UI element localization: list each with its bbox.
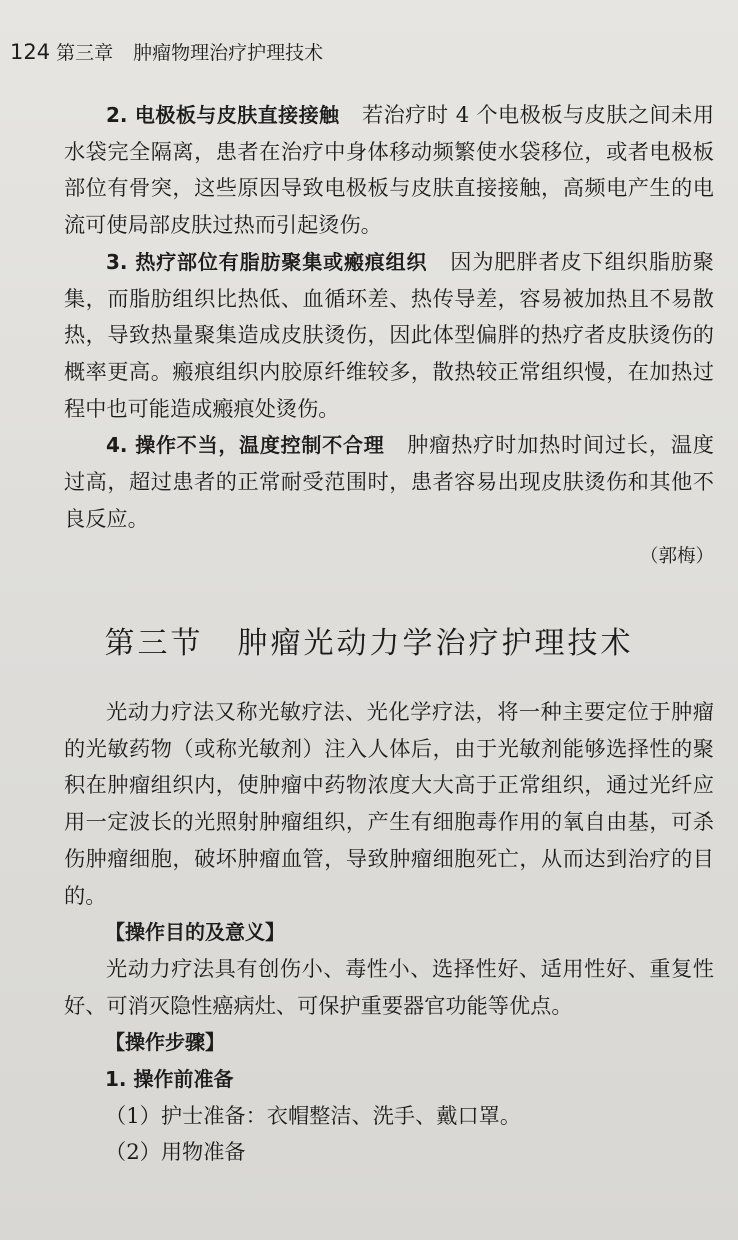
section-number: 第三节 bbox=[104, 626, 204, 661]
paragraph-4-text: 肿瘤热疗时加热时间过长，温度过高，超过患者的正常耐受范围时，患者容易出现皮肤烫伤和其他不良反应。 bbox=[64, 432, 714, 531]
paragraph-2 bbox=[64, 97, 714, 244]
step-1 bbox=[64, 1061, 714, 1098]
paragraph-3-text: 因为肥胖者皮下组织脂肪聚集，而脂肪组织比热低、血循环差、热传导差，容易被加热且不易散热，导致热量聚集造成皮肤烫伤，因此体型偏胖的热疗者皮肤烫伤的概率更高。瘢痕组织内胶原纤维较多，散热较正常组织慢，在加热过程中也可能造成瘢痕处烫伤。 bbox=[64, 248, 714, 421]
step-1-label: 1. 操作前准备 bbox=[105, 1067, 234, 1092]
paragraph-3 bbox=[64, 244, 714, 428]
substep-2-text: 用物准备 bbox=[160, 1139, 246, 1165]
section-name: 肿瘤光动力学治疗护理技术 bbox=[237, 626, 634, 661]
chapter-title: 肿瘤物理治疗护理技术 bbox=[133, 42, 324, 64]
running-header bbox=[10, 38, 323, 65]
paragraph-2-text: 若治疗时 4 个电极板与皮肤之间未用水袋完全隔离，患者在治疗中身体移动频繁使水袋移位，或者电极板部位有骨突，这些原因导致电极板与皮肤直接接触，高频电产生的电流可使局部皮肤过热而引起烫伤。 bbox=[64, 102, 715, 238]
author-credit: （郭梅） bbox=[639, 546, 714, 568]
substep-2-number: （2） bbox=[105, 1139, 161, 1165]
steps-heading: 【操作步骤】 bbox=[105, 1030, 225, 1055]
substep-1 bbox=[64, 1098, 714, 1135]
paragraph-3-heading: 3. 热疗部位有脂肪聚集或瘢痕组织 bbox=[106, 249, 428, 274]
intro-paragraph: 光动力疗法又称光敏疗法、光化学疗法，将一种主要定位于肿瘤的光敏药物（或称光敏剂）注入人体后，由于光敏剂能够选择性的聚积在肿瘤组织内，使肿瘤中药物浓度大大高于正常组织，通过光纤应用一定波长的光照射肿瘤组织，产生有细胞毒作用的氧自由基，可杀伤肿瘤细胞，破坏肿瘤血管，导致肿瘤细胞死亡，从而达到治疗的目的。 bbox=[64, 699, 714, 908]
purpose-paragraph: 光动力疗法具有创伤小、毒性小、选择性好、适用性好、重复性好、可消灭隐性癌病灶、可保护重要器官功能等优点。 bbox=[64, 955, 714, 1018]
substep-1-number: （1） bbox=[105, 1102, 161, 1128]
paragraph-4-heading: 4. 操作不当，温度控制不合理 bbox=[106, 433, 385, 458]
substep-2 bbox=[64, 1134, 714, 1171]
paragraph-2-heading: 2. 电极板与皮肤直接接触 bbox=[106, 103, 340, 127]
substep-1-text: 护士准备：衣帽整洁、洗手、戴口罩。 bbox=[160, 1102, 522, 1128]
chapter-label: 第三章 bbox=[56, 42, 114, 64]
text-block-lower bbox=[64, 694, 714, 1171]
purpose-heading: 【操作目的及意义】 bbox=[105, 920, 285, 945]
text-block-upper bbox=[64, 97, 714, 575]
paragraph-4 bbox=[64, 427, 714, 537]
page-number: 124 bbox=[10, 40, 51, 64]
section-title bbox=[0, 618, 738, 662]
